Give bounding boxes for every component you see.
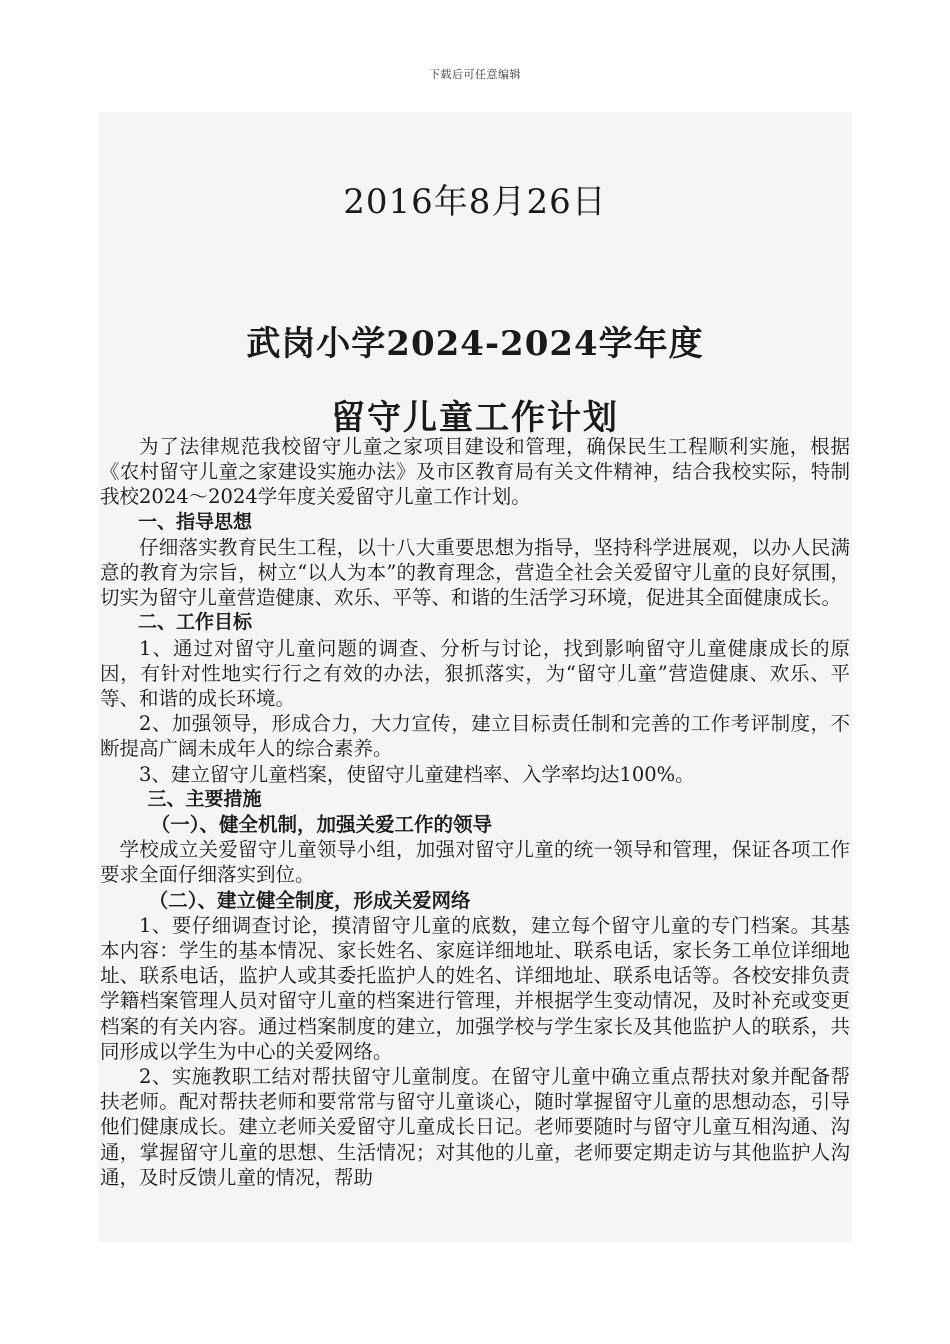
section-heading-measures: 三、主要措施 [147, 787, 262, 810]
document-date: 2016年8月26日 [343, 182, 607, 222]
subsection-heading-mechanism: （一）、健全机制，加强关爱工作的领导 [150, 813, 492, 837]
intro-paragraph: 为了法律规范我校留守儿童之家项目建设和管理，确保民生工程顺利实施，根据《农村留守儿童之家建设实施办法》及市区教育局有关文件精神，结合我校实际，特制我校2024～2024学年度关爱留守儿童工作计划。 [100, 435, 850, 509]
document-title-line2: 留守儿童工作计划 [331, 398, 619, 438]
paragraph-goal-3: 3、建立留守儿童档案，使留守儿童建档率、入学率均达100%。 [139, 762, 695, 786]
document-body [100, 434, 850, 1190]
paragraph-goal-1: 1、通过对留守儿童问题的调查、分析与讨论，找到影响留守儿童健康成长的原因，有针对性地实行行之有效的办法，狠抓落实，为“留守儿童”营造健康、欢乐、平等、和谐的成长环境。 [100, 636, 850, 711]
paragraph-system-1: 1、要仔细调查讨论，摸清留守儿童的底数，建立每个留守儿童的专门档案。其基本内容：学生的基本情况、家长姓名、家庭详细地址、联系电话，家长务工单位详细地址、联系电话，监护人或其委托监护人的姓名、详细地址、联系电话等。各校安排负责学籍档案管理人员对留守儿童的档案进行管理，并根据学生变动情况，及时补充或变更档案的有关内容。通过档案制度的建立，加强学校与学生家长及其他监护人的联系，共同形成以学生为中心的关爱网络。 [100, 913, 850, 1063]
document-title-line1: 武岗小学2024-2024学年度 [246, 324, 704, 364]
paragraph-system-2: 2、实施教职工结对帮扶留守儿童制度。在留守儿童中确立重点帮扶对象并配备帮扶老师。配对帮扶老师和要常常与留守儿童谈心，随时掌握留守儿童的思想动态，引导他们健康成长。建立老师关爱留守儿童成长日记。老师要随时与留守儿童互相沟通、沟通，掌握留守儿童的思想、生活情况；对其他的儿童，老师要定期走访与其他监护人沟通，及时反馈儿童的情况，帮助 [100, 1065, 850, 1189]
paragraph-mechanism: 学校成立关爱留守儿童领导小组，加强对留守儿童的统一领导和管理，保证各项工作要求全面仔细落实到位。 [100, 838, 850, 887]
paragraph-goal-2: 2、加强领导，形成合力，大力宣传，建立目标责任制和完善的工作考评制度，不断提高广阔未成年人的综合素养。 [100, 712, 850, 761]
subsection-heading-system: （二）、建立健全制度，形成关爱网络 [148, 888, 471, 912]
document-page [98, 112, 852, 1242]
section-heading-guiding: 一、指导思想 [138, 510, 253, 533]
header-note: 下载后可任意编辑 [429, 68, 521, 81]
paragraph-guiding: 仔细落实教育民生工程，以十八大重要思想为指导，坚持科学进展观，以办人民满意的教育为宗旨，树立“以人为本”的教育理念，营造全社会关爱留守儿童的良好氛围，切实为留守儿童营造健康、欢乐、平等、和谐的生活学习环境，促进其全面健康成长。 [100, 535, 850, 610]
section-heading-goals: 二、工作目标 [138, 611, 253, 634]
